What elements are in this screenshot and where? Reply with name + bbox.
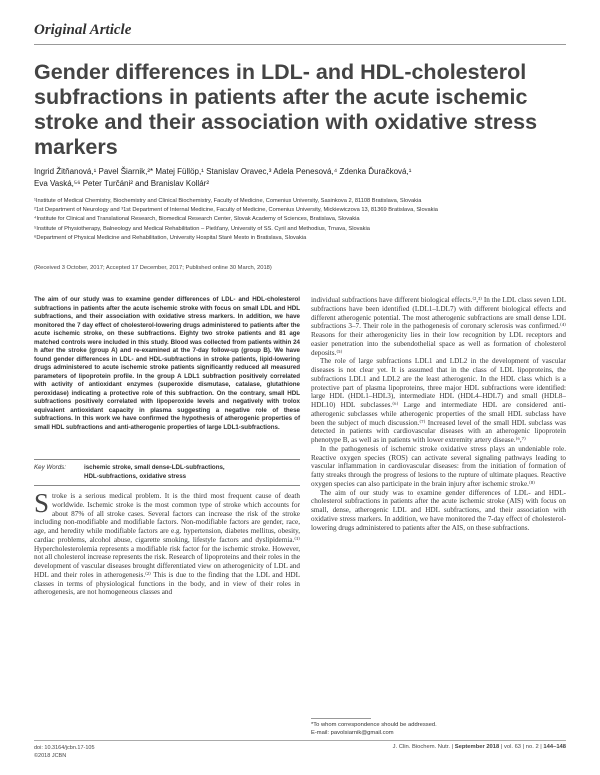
keywords-bottom-rule (34, 485, 300, 486)
correspondence-rule (311, 718, 371, 719)
keywords-top-rule (34, 459, 300, 460)
introduction-right-column (311, 296, 566, 686)
section-label: Original Article (34, 22, 132, 38)
drop-cap: S (34, 492, 50, 518)
keywords-line-2: HDL-subfractions, oxidative stress (84, 473, 187, 480)
correspondence-note (311, 721, 566, 737)
publication-dates: (Received 3 October, 2017; Accepted 17 December, 2017; Published online 30 March, 2018) (34, 265, 272, 271)
article-title: Gender differences in LDL- and HDL-cholesterol subfractions in patients after the acute ischemic stroke and their association with oxidative stress markers (34, 60, 538, 159)
authors-line-2: Eva Vaská,⁵⁶ Peter Turčáni² and Branislav Kollár² (34, 179, 209, 188)
footer-doi-block (34, 744, 95, 760)
doi: doi: 10.3164/jcbn.17-105 (34, 745, 95, 751)
issue: no. 2 (525, 744, 539, 750)
top-rule (34, 44, 566, 45)
body-paragraph: The role of large subfractions LDL1 and LDL2 in the development of vascular diseases is not clear yet. It is assumed that in the class of LDL lipoproteins, the subfractions LDL1 and LDL2 are the least atherogenic. In the HDL class which is a protective part of plasma lipoproteins, three major HDL subfractions were identified: large HDL (HDL1–HDL3), intermediate HDL (HDL4–HDL7) and small (HDL8–HDL10) HDL subclasses.⁽⁶⁾ Large and intermediate HDL are considered anti-atherogenic subclasses while atherogenic properties of the small HDL subclass have been the subject of much discussion.⁽⁷⁾ Increased level of the small HDL subclass was detected in patients with cardiovascular diseases with an atherogenic lipoprotein phenotype B, as well as in patients with lower extremity artery disease.⁽⁶,⁷⁾ (311, 357, 566, 444)
affiliation: ⁵Institute of Physiotherapy, Balneology and Medical Rehabilitation – Piešťany, University of SS. Cyril and Methodius, Trnava, Slovakia (34, 225, 370, 232)
journal-name: J. Clin. Biochem. Nutr. (392, 744, 451, 750)
affiliation: ⁶Department of Physical Medicine and Rehabilitation, University Hospital Staré Mesto in Bratislava, Slovakia (34, 234, 307, 241)
correspondence-line: *To whom correspondence should be addressed. (311, 722, 437, 728)
affiliation: ²1st Department of Neurology and ³1st Department of Internal Medicine, Faculty of Medicine, Comenius University, Mickiewiczova 13, 81369 Bratislava, Slovakia (34, 207, 438, 214)
body-paragraph: individual subfractions have different biological effects.⁽²,³⁾ In the LDL class seven LDL subfractions have been identified (LDL1–LDL7) with different biological effects and different atherogenic potential. The most atherogenic subfractions are small dense LDL subfractions 3–7. Their role in the pathogenesis of coronary sclerosis was confirmed.⁽⁴⁾ Reasons for their atherogenicity lies in their low recognition by LDL receptors and easier penetration into the subendothelial space as well as formation of cholesterol deposits.⁽⁵⁾ (311, 296, 566, 357)
author-list (34, 166, 574, 190)
correspondence-email: E-mail: pavolsiarnik@gmail.com (311, 730, 394, 736)
footer-citation: J. Clin. Biochem. Nutr. | September 2018 | vol. 63 | no. 2 | 144–148 (392, 744, 566, 750)
issue-date: September 2018 (454, 744, 500, 750)
copyright: ©2018 JCBN (34, 753, 67, 759)
keywords-label: Key Words: (34, 464, 66, 471)
authors-line-1: Ingrid Žitňanová,¹ Pavel Šiarnik,²* Matej Füllöp,¹ Stanislav Oravec,³ Adela Penesová,⁴ Zdenka Ďuračková,¹ (34, 167, 412, 176)
abstract: The aim of our study was to examine gender differences of LDL- and HDL-cholesterol subfractions in patients after the acute ischemic stroke with focus on small LDL and HDL subfractions, and their association with oxidative stress markers. In addition, we have monitored the 7 day effect of cholesterol-lowering drugs administered to patients after the acute ischemic stroke, on these subfractions. Eighty two stroke patients and 81 age matched controls were included in this study. Blood was collected from patients within 24 h after the stroke (group A) and re-examined at the 7-day follow-up (group B). We have found gender differences in LDL- and HDL-subfractions in stroke patients, lipid-lowering drugs administered to acute ischemic stroke patients significantly reduced all measured parameters of lipoprotein profile. In the group A LDL1 subfraction positively correlated with activity of antioxidant enzymes (superoxide dismutase, catalase, glutathione peroxidase) indicating a protective role of this subfraction. On the contrary, small HDL subfractions positively correlated with lipoperoxide levels and negatively with trolox equivalent antioxidant capacity in plasma suggesting a negative role of these subfractions. In this work we have confirmed the hypothesis of atherogenic properties of small HDL subfractions and anti-atherogenic properties of large LDL1-subfractions. (34, 296, 300, 431)
volume: vol. 63 (503, 744, 522, 750)
body-paragraph: In the pathogenesis of ischemic stroke oxidative stress plays an undeniable role. Reactive oxygen species (ROS) can activate several signaling pathways leading to vascular inflammation in cardiovascular diseases: from the initiation of formation of fatty streaks through the progress of lesions to the rupture of ultimate plaques. Reactive oxygen species can also participate in the brain injury after ischemic stroke.⁽⁸⁾ (311, 444, 566, 488)
keywords-line-1: ischemic stroke, small dense-LDL-subfractions, (84, 464, 225, 471)
intro-paragraph: troke is a serious medical problem. It is the third most frequent cause of death worldwide. Ischemic stroke is the most common type of stroke which accounts for about 87% of all stroke cases. Several factors can increase the risk of the stroke including non-modifiable and modifiable factors. Non-modifiable factors are gender, race, age, and heredity while modifiable factors are e.g. hypertension, diabetes mellitus, obesity, cardiac problems, alcohol abuse, cigarette smoking, lifestyle factors and dyslipidemia.⁽¹⁾ Hypercholesterolemia represents a modifiable risk factor for the ischemic stroke. However, not all cholesterol increase represents the risk. Research of lipoproteins and their roles in the development of vascular diseases brought differentiated view on atherogenicity of LDL and HDL and their roles in atherogenesis.⁽²⁾ This is due to the finding that the LDL and HDL classes in terms of physiological functions in the body, and in view of their roles in atherogenesis, are not homogeneous classes and (34, 492, 300, 597)
affiliations (34, 197, 574, 243)
keywords-text (84, 463, 225, 481)
keywords (34, 463, 300, 481)
introduction-left-column (34, 492, 300, 718)
affiliation: ¹Institute of Medical Chemistry, Biochemistry and Clinical Biochemistry, Faculty of Medicine, Comenius University, Sasinkova 2, 81108 Bratislava, Slovakia (34, 198, 422, 204)
page-range: 144–148 (543, 744, 566, 750)
footer-rule (34, 740, 566, 741)
body-paragraph: The aim of our study was to examine gender differences of LDL- and HDL-cholesterol subfractions in patients after the acute ischemic stroke (AIS) with focus on small, dense, atherogenic LDL and HDL subfractions, and their association with oxidative stress markers. In addition, we have monitored the 7-day effect of cholesterol-lowering drugs administered to patients after the AIS, on these subfractions. (311, 488, 566, 532)
affiliation: ⁴Institute for Clinical and Translational Research, Biomedical Research Center, Slovak Academy of Sciences, Bratislava, Slovakia (34, 216, 360, 223)
